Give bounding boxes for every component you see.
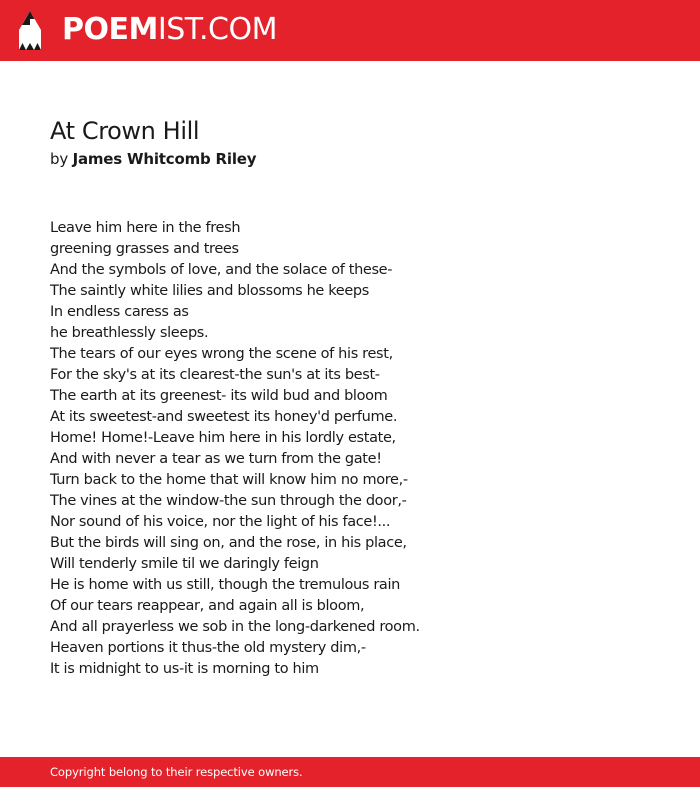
poem-line: Will tenderly smile til we daringly feign	[50, 556, 319, 572]
logo-text-bold: POEM	[62, 12, 158, 47]
poem-line: Turn back to the home that will know him no more,-	[50, 472, 408, 488]
poem-line: And with never a tear as we turn from the gate!	[50, 451, 382, 467]
poem-line: he breathlessly sleeps.	[50, 325, 209, 341]
by-prefix: by	[50, 150, 68, 168]
poem-line: greening grasses and trees	[50, 241, 239, 257]
poem-line: At its sweetest-and sweetest its honey'd perfume.	[50, 409, 398, 425]
poem-line: The tears of our eyes wrong the scene of his rest,	[50, 346, 393, 362]
poem-line: It is midnight to us-it is morning to him	[50, 661, 319, 677]
poem-line: The earth at its greenest- its wild bud and bloom	[50, 388, 388, 404]
site-header	[0, 0, 700, 61]
poem-line: In endless caress as	[50, 304, 189, 320]
site-logo[interactable]	[62, 12, 277, 48]
byline	[50, 148, 256, 170]
poem-line: Home! Home!-Leave him here in his lordly estate,	[50, 430, 396, 446]
poem-line: Of our tears reappear, and again all is bloom,	[50, 598, 365, 614]
poem-line: The vines at the window-the sun through the door,-	[50, 493, 407, 509]
poem-line: The saintly white lilies and blossoms he keeps	[50, 283, 369, 299]
poem-line: Nor sound of his voice, nor the light of his face!...	[50, 514, 391, 530]
logo-text-light: IST.COM	[157, 12, 277, 47]
poem-line: For the sky's at its clearest-the sun's at its best-	[50, 367, 380, 383]
pencil-logo-icon[interactable]	[17, 10, 43, 51]
poem-body	[50, 218, 420, 680]
poem-line: But the birds will sing on, and the rose, in his place,	[50, 535, 407, 551]
site-footer	[0, 757, 700, 787]
poem-line: Heaven portions it thus-the old mystery dim,-	[50, 640, 366, 656]
poem-line: Leave him here in the fresh	[50, 220, 241, 236]
poem-line: He is home with us still, though the tremulous rain	[50, 577, 400, 593]
poem-line: And the symbols of love, and the solace of these-	[50, 262, 393, 278]
poem-line: And all prayerless we sob in the long-darkened room.	[50, 619, 420, 635]
poem-title: At Crown Hill	[50, 117, 200, 145]
copyright-notice: Copyright belong to their respective owners.	[50, 765, 303, 779]
author-name: James Whitcomb Riley	[72, 150, 257, 168]
